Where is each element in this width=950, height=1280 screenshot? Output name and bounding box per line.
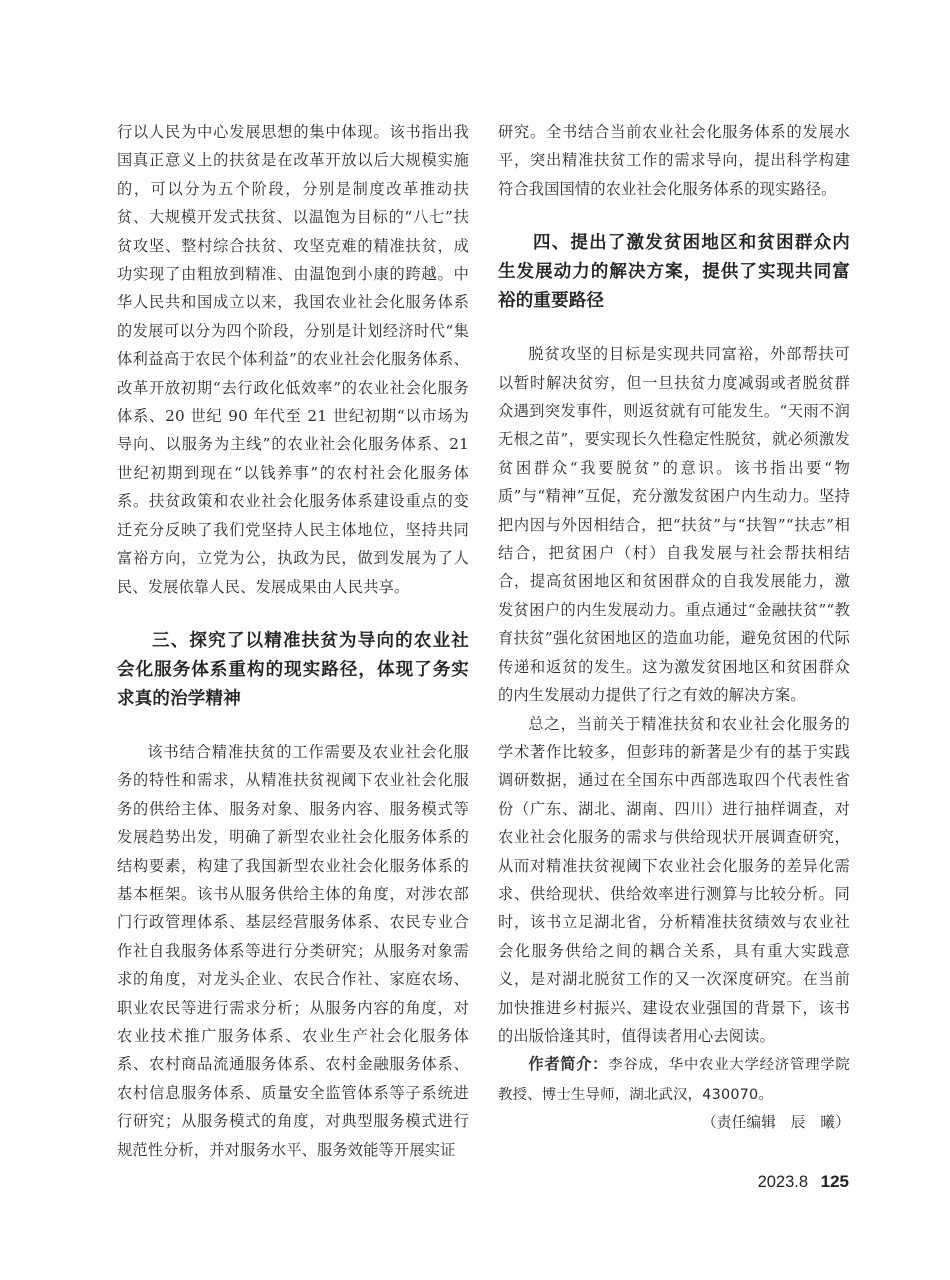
author-bio-text: 李谷成，华中农业大学经济管理学院教授、博士生导师，湖北武汉，430070。 [498, 1057, 851, 1103]
issue-number: 2023.8 [757, 1173, 809, 1191]
body-paragraph: 行以人民为中心发展思想的集中体现。该书指出我国真正意义上的扶贫是在改革开放以后大规模实施的，可以分为五个阶段，分别是制度改革推动扶贫、大规模开发式扶贫、以温饱为目标的“八七”扶贫攻坚、整村综合扶贫、攻坚克难的精准扶贫，成功实现了由粗放到精准、由温饱到小康的跨越。中华人民共和国成立以来，我国农业社会化服务体系的发展可以分为四个阶段，分别是计划经济时代“集体利益高于农民个体利益”的农业社会化服务体系、改革开放初期“去行政化低效率”的农业社会化服务体系、20 世纪 90 年代至 21 世纪初期“以市场为导向、以服务为主线”的农业社会化服务体系、21 世纪初期到现在“以钱养事”的农村社会化服务体系。扶贫政策和农业社会化服务体系建设重点的变迁充分反映了我们党坚持人民主体地位，坚持共同富裕方向，立党为公，执政为民，做到发展为了人民、发展依靠人民、发展成果由人民共享。 [117, 123, 469, 596]
body-paragraph: 研究。全书结合当前农业社会化服务体系的发展水平，突出精准扶贫工作的需求导向，提出科学构建符合我国国情的农业社会化服务体系的现实路径。 [498, 123, 850, 198]
body-paragraph: 脱贫攻坚的目标是实现共同富裕，外部帮扶可以暂时解决贫穷，但一旦扶贫力度减弱或者脱贫群众遇到突发事件，则返贫就有可能发生。“天雨不润无根之苗”，要实现长久性稳定性脱贫，就必须激发贫困群众“我要脱贫”的意识。该书指出要“物质”与“精神”互促，充分激发贫困户内生动力。坚持把内因与外因相结合，把“扶贫”与“扶智”“扶志”相结合，把贫困户（村）自我发展与社会帮扶相结合，提高贫困地区和贫困群众的自我发展能力，激发贫困户的内生发展动力。重点通过“金融扶贫”“教育扶贫”强化贫困地区的造血功能，避免贫困的代际传递和返贫的发生。这为激发贫困地区和贫困群众的内生发展动力提供了行之有效的解决方案。 [498, 345, 850, 705]
body-paragraph: 该书结合精准扶贫的工作需要及农业社会化服务的特性和需求，从精准扶贫视阈下农业社会化服务的供给主体、服务对象、服务内容、服务模式等发展趋势出发，明确了新型农业社会化服务体系的结构要素，构建了我国新型农业社会化服务体系的基本框架。该书从服务供给主体的角度，对涉农部门行政管理体系、基层经营服务体系、农民专业合作社自我服务体系等进行分类研究；从服务对象需求的角度，对龙头企业、农民合作社、家庭农场、职业农民等进行需求分析；从服务内容的角度，对农业技术推广服务体系、农业生产社会化服务体系、农村商品流通服务体系、农村金融服务体系、农村信息服务体系、质量安全监管体系等子系统进行研究；从服务模式的角度，对典型服务模式进行规范性分析，并对服务水平、服务效能等开展实证 [117, 742, 469, 1159]
author-bio-label: 作者简介： [528, 1055, 609, 1074]
section-heading-4: 四、提出了激发贫困地区和贫困群众内生发展动力的解决方案，提供了实现共同富裕的重要路径 [498, 233, 850, 312]
left-column [117, 118, 469, 1164]
editor-credit: （责任编辑 辰 曦） [702, 1114, 850, 1132]
section-heading-3: 三、探究了以精准扶贫为导向的农业社会化服务体系重构的现实路径，体现了务实求真的治学精神 [117, 630, 469, 709]
body-paragraph: 总之，当前关于精准扶贫和农业社会化服务的学术著作比较多，但彭玮的新著是少有的基于实践调研数据，通过在全国东中西部选取四个代表性省份（广东、湖北、湖南、四川）进行抽样调查，对农业社会化服务的需求与供给现状开展调查研究，从而对精准扶贫视阈下农业社会化服务的差异化需求、供给现状、供给效率进行测算与比较分析。同时，该书立足湖北省，分析精准扶贫绩效与农业社会化服务供给之间的耦合关系，具有重大实践意义，是对湖北脱贫工作的又一次深度研究。在当前加快推进乡村振兴、建设农业强国的背景下，该书的出版恰逢其时，值得读者用心去阅读。 [498, 714, 850, 1045]
page-number: 125 [820, 1172, 849, 1191]
page-footer [758, 1172, 849, 1192]
right-column [498, 118, 850, 1138]
author-bio [498, 1050, 850, 1109]
